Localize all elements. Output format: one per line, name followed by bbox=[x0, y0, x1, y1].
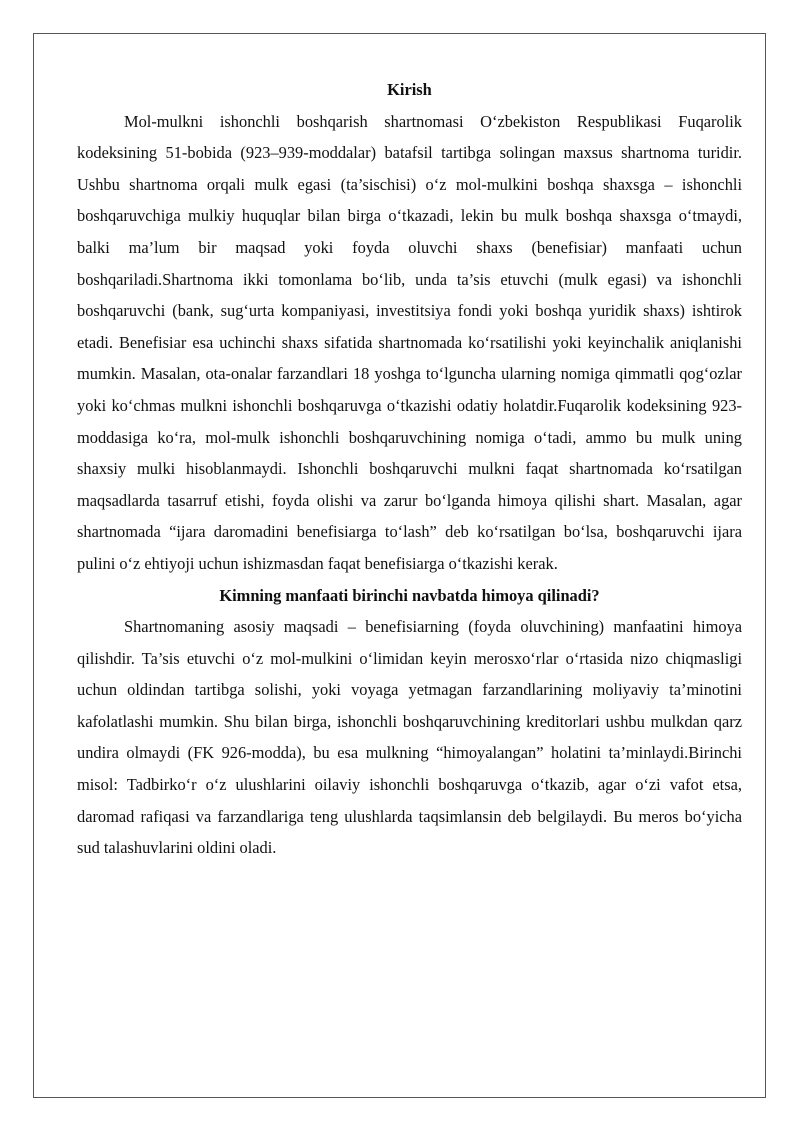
paragraph-intro: Mol-mulkni ishonchli boshqarish shartnomasi O‘zbekiston Respublikasi Fuqarolik kodeksining 51-bobida (923–939-moddalar) batafsil tartibga solingan maxsus shartnoma turidir. Ushbu shartnoma orqali mulk egasi (ta’sischisi) o‘z mol-mulkini boshqa shaxsga – ishonchli boshqaruvchiga mulkiy huquqlar bilan birga o‘tkazadi, lekin bu mulk boshqa shaxsga o‘tmaydi, balki ma’lum bir maqsad yoki foyda oluvchi shaxs (benefisiar) manfaati uchun boshqariladi.Shartnoma ikki tomonlama bo‘lib, unda ta’sis etuvchi (mulk egasi) va ishonchli boshqaruvchi (bank, sug‘urta kompaniyasi, investitsiya fondi yoki boshqa yuridik shaxs) ishtirok etadi. Benefisiar esa uchinchi shaxs sifatida shartnomada ko‘rsatilishi yoki keyinchalik aniqlanishi mumkin. Masalan, ota-onalar farzandlari 18 yoshga to‘lguncha ularning nomiga qimmatli qog‘ozlar yoki ko‘chmas mulkni ishonchli boshqaruvga o‘tkazishi odatiy holatdir.Fuqarolik kodeksining 923-moddasiga ko‘ra, mol-mulk ishonchli boshqaruvchining nomiga o‘tadi, ammo bu mulk uning shaxsiy mulki hisoblanmaydi. Ishonchli boshqaruvchi mulkni faqat shartnomada ko‘rsatilgan maqsadlarda tasarruf etishi, foyda olishi va zarur bo‘lganda himoya qilishi shart. Masalan, agar shartnomada “ijara daromadini benefisiarga to‘lash” deb ko‘rsatilgan bo‘lsa, boshqaruvchi ijara pulini o‘z ehtiyoji uchun ishizmasdan faqat benefisiarga o‘tkazishi kerak. bbox=[77, 111, 742, 573]
paragraph-beneficiary: Shartnomaning asosiy maqsadi – benefisiarning (foyda oluvchining) manfaatini himoya qilishdir. Ta’sis etuvchi o‘z mol-mulkini o‘limidan keyin merosxo‘rlar o‘rtasida nizo chiqmasligi uchun oldindan tartibga solishi, yoki voyaga yetmagan farzandlarining moliyaviy ta’minotini kafolatlashi mumkin. Shu bilan birga, ishonchli boshqaruvchining kreditorlari ushbu mulkdan qarz undira olmaydi (FK 926-modda), bu esa mulkning “himoyalangan” holatini ta’minlaydi.Birinchi misol: Tadbirko‘r o‘z ulushlarini oilaviy ishonchli boshqaruvga o‘tkazib, agar o‘zi vafot etsa, daromad rafiqasi va farzandlariga teng ulushlarda taqsimlansin deb belgilaydi. Bu meros bo‘yicha sud talashuvlarini oldini oladi. bbox=[77, 617, 742, 858]
heading-beneficiary-question: Kimning manfaati birinchi navbatda himoya qilinadi? bbox=[219, 585, 600, 605]
document-body bbox=[77, 74, 742, 864]
heading-kirish: Kirish bbox=[387, 80, 432, 99]
